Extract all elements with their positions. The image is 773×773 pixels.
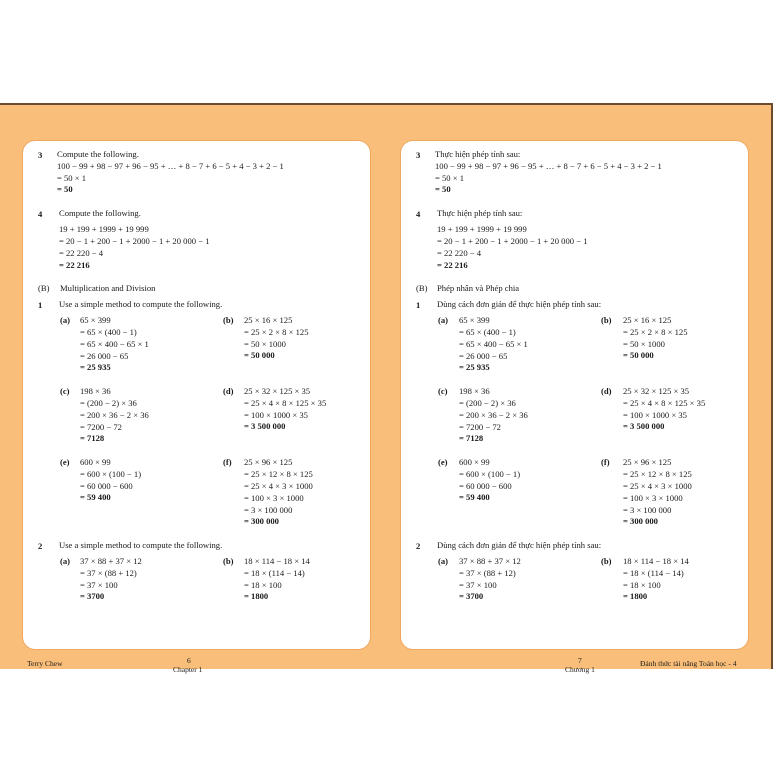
part-label: (d) <box>601 386 612 396</box>
answer-line: = 3 500 000 <box>244 421 286 431</box>
work-line: 25 × 32 × 125 × 35 <box>623 386 690 396</box>
answer-line: = 25 935 <box>459 362 490 372</box>
work-line: = (200 − 2) × 36 <box>459 398 516 408</box>
question-number: 1 <box>38 300 43 310</box>
answer-line: = 59 400 <box>459 492 490 502</box>
work-line: = 60 000 − 600 <box>80 481 133 491</box>
answer-line: = 25 935 <box>80 362 111 372</box>
part-label: (b) <box>601 315 612 325</box>
part-label: (a) <box>60 315 71 325</box>
question-title: Compute the following. <box>57 149 139 159</box>
answer-line: = 3 500 000 <box>623 421 665 431</box>
answer-line: = 7128 <box>80 433 105 443</box>
work-line: 198 × 36 <box>80 386 111 396</box>
chapter-label-right: Chương 1 <box>565 665 595 674</box>
answer-line: = 1800 <box>244 591 269 601</box>
question-title: Use a simple method to compute the following. <box>59 540 223 550</box>
answer-line: = 1800 <box>623 591 648 601</box>
answer-line: = 50 000 <box>244 350 275 360</box>
part-label: (b) <box>223 556 234 566</box>
answer-line: = 7128 <box>459 433 484 443</box>
page-number-left: 6 <box>187 656 191 665</box>
work-line: = 3 × 100 000 <box>244 505 293 515</box>
work-line: = 100 × 3 × 1000 <box>244 493 304 503</box>
answer-line: = 3700 <box>80 591 105 601</box>
part-label: (a) <box>438 556 449 566</box>
work-line: = 65 × 400 − 65 × 1 <box>459 339 528 349</box>
part-label: (c) <box>60 386 70 396</box>
work-line: = 37 × 100 <box>80 580 118 590</box>
work-line: 198 × 36 <box>459 386 490 396</box>
work-line: = 37 × (88 + 12) <box>459 568 516 578</box>
work-line: = 26 000 − 65 <box>459 351 508 361</box>
part-label: (f) <box>601 457 610 467</box>
work-line: 25 × 16 × 125 <box>244 315 293 325</box>
work-line: 65 × 399 <box>459 315 490 325</box>
answer-line: = 50 <box>57 184 73 194</box>
answer-line: = 3700 <box>459 591 484 601</box>
question-number: 1 <box>416 300 421 310</box>
part-label: (b) <box>223 315 234 325</box>
work-line: = 65 × (400 − 1) <box>80 327 137 337</box>
answer-line: = 22 216 <box>437 260 468 270</box>
work-line: 65 × 399 <box>80 315 111 325</box>
work-line: = 50 × 1 <box>57 173 87 183</box>
part-label: (f) <box>223 457 232 467</box>
work-line: = 25 × 4 × 8 × 125 × 35 <box>623 398 706 408</box>
question-number: 3 <box>416 150 421 160</box>
work-line: = 25 × 4 × 8 × 125 × 35 <box>244 398 327 408</box>
part-label: (a) <box>60 556 71 566</box>
work-line: 100 − 99 + 98 − 97 + 96 − 95 + … + 8 − 7 + 6 − 5 + 4 − 3 + 2 − 1 <box>435 161 662 171</box>
work-line: = 22 220 − 4 <box>437 248 482 258</box>
work-line: = (200 − 2) × 36 <box>80 398 137 408</box>
section-label: (B) <box>38 283 50 293</box>
work-line: = 50 × 1000 <box>244 339 286 349</box>
chapter-label-left: Chapter 1 <box>173 665 203 674</box>
work-line: 25 × 32 × 125 × 35 <box>244 386 311 396</box>
part-label: (c) <box>438 386 448 396</box>
section-title: Phép nhân và Phép chia <box>437 283 520 293</box>
work-line: = 18 × (114 − 14) <box>623 568 684 578</box>
work-line: = 100 × 3 × 1000 <box>623 493 683 503</box>
work-line: = 65 × 400 − 65 × 1 <box>80 339 149 349</box>
work-line: = 25 × 2 × 8 × 125 <box>244 327 309 337</box>
work-line: 18 × 114 − 18 × 14 <box>623 556 689 566</box>
work-line: 25 × 96 × 125 <box>244 457 293 467</box>
work-line: = 37 × (88 + 12) <box>80 568 137 578</box>
work-line: = 26 000 − 65 <box>80 351 129 361</box>
part-label: (e) <box>438 457 448 467</box>
work-line: 600 × 99 <box>459 457 490 467</box>
question-title: Dùng cách đơn giản để thực hiện phép tính sau: <box>437 540 602 550</box>
work-line: 19 + 199 + 1999 + 19 999 <box>59 224 149 234</box>
part-label: (b) <box>601 556 612 566</box>
work-line: = 18 × 100 <box>244 580 282 590</box>
page-number-right: 7 <box>578 656 582 665</box>
section-title: Multiplication and Division <box>60 283 156 293</box>
work-line: 25 × 96 × 125 <box>623 457 672 467</box>
work-line: = 50 × 1000 <box>623 339 665 349</box>
question-title: Use a simple method to compute the following. <box>59 299 223 309</box>
work-line: = 100 × 1000 × 35 <box>244 410 308 420</box>
work-line: = 25 × 4 × 3 × 1000 <box>244 481 313 491</box>
work-line: 25 × 16 × 125 <box>623 315 672 325</box>
work-line: = 60 000 − 600 <box>459 481 512 491</box>
work-line: 18 × 114 − 18 × 14 <box>244 556 310 566</box>
work-line: = 600 × (100 − 1) <box>80 469 142 479</box>
part-label: (a) <box>438 315 449 325</box>
footer-author: Terry Chew <box>27 659 63 668</box>
answer-line: = 300 000 <box>244 516 279 526</box>
work-line: = 65 × (400 − 1) <box>459 327 516 337</box>
work-line: = 25 × 2 × 8 × 125 <box>623 327 688 337</box>
question-title: Thực hiện phép tính sau: <box>435 149 521 159</box>
answer-line: = 50 <box>435 184 451 194</box>
work-line: = 7200 − 72 <box>459 422 501 432</box>
question-title: Thực hiện phép tính sau: <box>437 208 523 218</box>
work-line: = 200 × 36 − 2 × 36 <box>80 410 149 420</box>
work-line: = 25 × 12 × 8 × 125 <box>623 469 692 479</box>
question-number: 3 <box>38 150 43 160</box>
answer-line: = 22 216 <box>59 260 90 270</box>
work-line: = 25 × 12 × 8 × 125 <box>244 469 313 479</box>
work-line: = 7200 − 72 <box>80 422 122 432</box>
book-title: Đánh thức tài năng Toán học - 4 <box>640 659 737 668</box>
work-line: 600 × 99 <box>80 457 111 467</box>
work-line: 37 × 88 + 37 × 12 <box>459 556 521 566</box>
work-line: = 3 × 100 000 <box>623 505 672 515</box>
question-number: 2 <box>416 541 421 551</box>
work-line: = 20 − 1 + 200 − 1 + 2000 − 1 + 20 000 − 1 <box>437 236 588 246</box>
work-line: = 20 − 1 + 200 − 1 + 2000 − 1 + 20 000 − 1 <box>59 236 210 246</box>
question-title: Compute the following. <box>59 208 141 218</box>
work-line: = 22 220 − 4 <box>59 248 104 258</box>
part-label: (d) <box>223 386 234 396</box>
work-line: 19 + 199 + 1999 + 19 999 <box>437 224 527 234</box>
question-title: Dùng cách đơn giản để thực hiện phép tính sau: <box>437 299 602 309</box>
work-line: = 50 × 1 <box>435 173 465 183</box>
question-number: 4 <box>38 209 43 219</box>
work-line: = 600 × (100 − 1) <box>459 469 521 479</box>
section-label: (B) <box>416 283 428 293</box>
work-line: = 200 × 36 − 2 × 36 <box>459 410 528 420</box>
answer-line: = 59 400 <box>80 492 111 502</box>
question-number: 4 <box>416 209 421 219</box>
work-line: = 18 × 100 <box>623 580 661 590</box>
work-line: = 18 × (114 − 14) <box>244 568 305 578</box>
work-line: 100 − 99 + 98 − 97 + 96 − 95 + … + 8 − 7 + 6 − 5 + 4 − 3 + 2 − 1 <box>57 161 284 171</box>
work-line: = 100 × 1000 × 35 <box>623 410 687 420</box>
work-line: = 37 × 100 <box>459 580 497 590</box>
work-line: 37 × 88 + 37 × 12 <box>80 556 142 566</box>
question-number: 2 <box>38 541 43 551</box>
work-line: = 25 × 4 × 3 × 1000 <box>623 481 692 491</box>
answer-line: = 50 000 <box>623 350 654 360</box>
answer-line: = 300 000 <box>623 516 658 526</box>
part-label: (e) <box>60 457 70 467</box>
